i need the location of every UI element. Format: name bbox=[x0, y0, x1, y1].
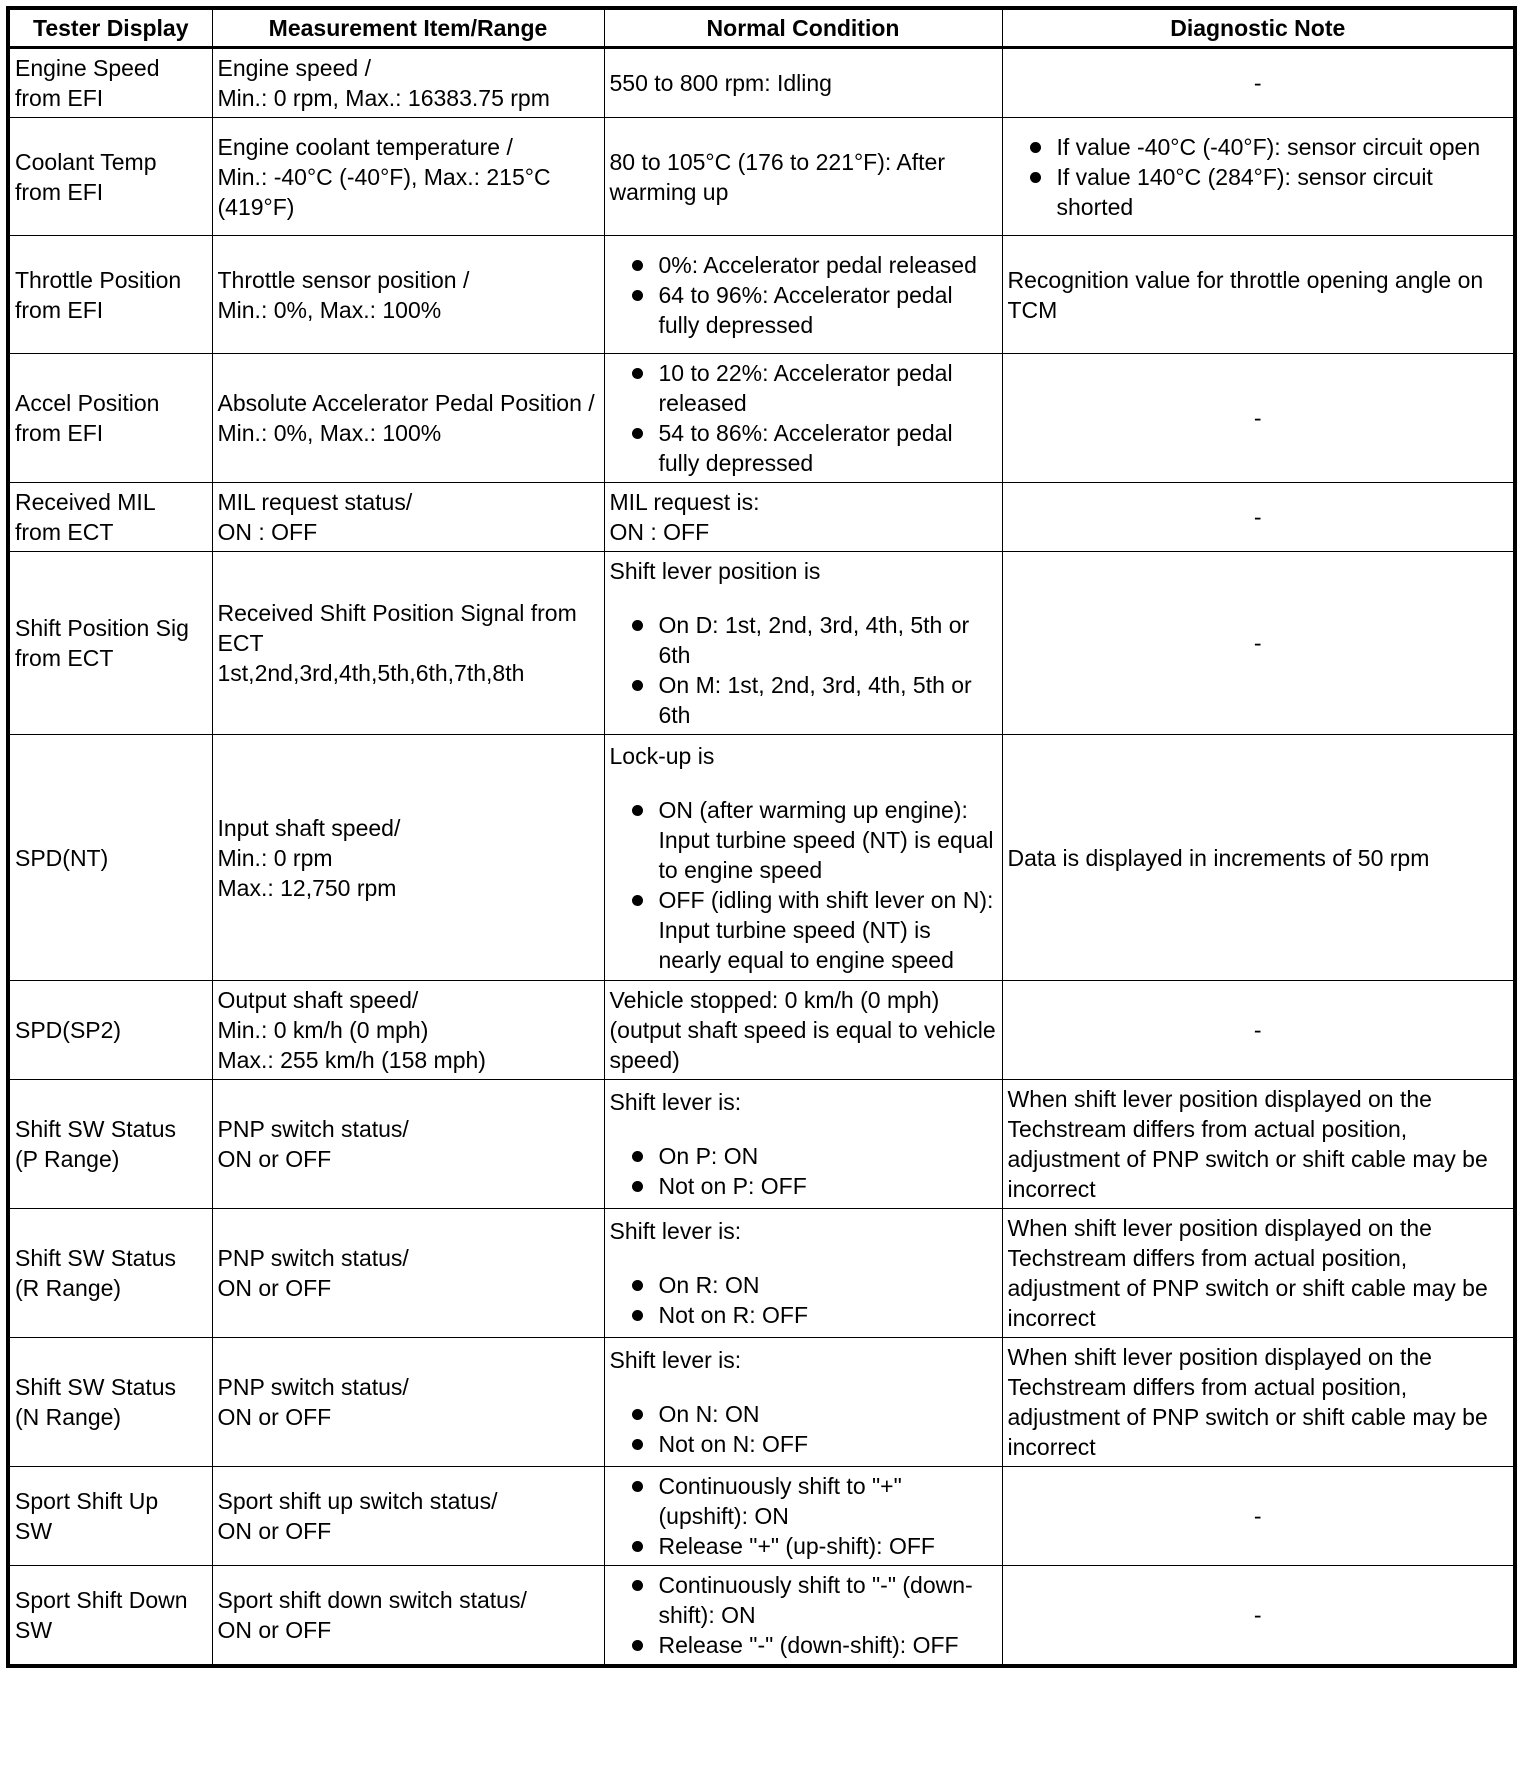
spacer bbox=[610, 1246, 997, 1270]
cell-normal-condition bbox=[604, 48, 1002, 118]
normal-condition-line: 80 to 105°C (176 to 221°F): After warming up bbox=[609, 148, 945, 205]
tester-display-line: from ECT bbox=[15, 645, 114, 671]
measurement-line: Min.: 0%, Max.: 100% bbox=[217, 420, 442, 446]
cell-normal-condition bbox=[604, 1209, 1002, 1338]
normal-condition-line: Vehicle stopped: 0 km/h (0 mph) (output shaft speed is equal to vehicle speed) bbox=[609, 987, 996, 1073]
table-row bbox=[8, 981, 1515, 1080]
tester-display-line: Sport Shift Down bbox=[15, 1587, 188, 1613]
cell-tester-display bbox=[8, 118, 212, 236]
measurement-line: 1st,2nd,3rd,4th,5th,6th,7th,8th bbox=[217, 660, 525, 686]
tester-display-line: SW bbox=[15, 1518, 53, 1544]
cell-diagnostic-note bbox=[1002, 1080, 1515, 1209]
measurement-line: ON : OFF bbox=[217, 519, 318, 545]
cell-normal-condition bbox=[604, 1080, 1002, 1209]
cell-diagnostic-note bbox=[1002, 1209, 1515, 1338]
cell-tester-display bbox=[8, 1209, 212, 1338]
cell-measurement-item bbox=[212, 236, 604, 354]
cell-normal-condition bbox=[604, 118, 1002, 236]
tester-display-line: (R Range) bbox=[15, 1275, 122, 1301]
tester-display-line: from EFI bbox=[15, 178, 104, 205]
cell-diagnostic-note bbox=[1002, 48, 1515, 118]
diagnostic-note-line: Data is displayed in increments of 50 rpm bbox=[1007, 844, 1430, 871]
normal-condition-list bbox=[610, 1141, 997, 1201]
spacer bbox=[610, 1375, 997, 1399]
table-row bbox=[8, 552, 1515, 735]
normal-condition-line: 550 to 800 rpm: Idling bbox=[609, 70, 832, 96]
no-note-dash: - bbox=[1253, 1017, 1262, 1043]
normal-condition-intro: Shift lever position is bbox=[609, 558, 821, 584]
cell-tester-display bbox=[8, 1467, 212, 1566]
list-item: OFF (idling with shift lever on N): Input turbine speed (NT) is nearly equal to engine speed bbox=[610, 885, 997, 975]
measurement-line: PNP switch status/ bbox=[217, 1374, 409, 1400]
normal-condition-list bbox=[610, 1270, 997, 1330]
cell-measurement-item bbox=[212, 1209, 604, 1338]
measurement-line: Input shaft speed/ bbox=[217, 814, 401, 841]
diagnostic-note-line: When shift lever position displayed on the Techstream differs from actual position, adjustment of PNP switch or shift cable may be incorrect bbox=[1007, 1086, 1488, 1202]
no-note-dash: - bbox=[1253, 1503, 1262, 1529]
cell-measurement-item bbox=[212, 1338, 604, 1467]
diagnostic-note-line: When shift lever position displayed on the Techstream differs from actual position, adjustment of PNP switch or shift cable may be incorrect bbox=[1007, 1344, 1488, 1460]
tester-display-line: SW bbox=[15, 1617, 53, 1643]
cell-tester-display bbox=[8, 552, 212, 735]
tester-display-line: SPD(SP2) bbox=[15, 1017, 122, 1043]
tester-display-line: Engine Speed bbox=[15, 55, 160, 81]
tester-display-line: SPD(NT) bbox=[15, 844, 109, 871]
cell-measurement-item bbox=[212, 981, 604, 1080]
measurement-line: Absolute Accelerator Pedal Position / bbox=[217, 390, 595, 416]
normal-condition-intro: Lock-up is bbox=[609, 742, 715, 769]
list-item: On M: 1st, 2nd, 3rd, 4th, 5th or 6th bbox=[610, 670, 997, 730]
cell-diagnostic-note bbox=[1002, 483, 1515, 552]
normal-condition-list bbox=[610, 1570, 997, 1660]
cell-diagnostic-note bbox=[1002, 552, 1515, 735]
measurement-line: ON or OFF bbox=[217, 1617, 332, 1643]
no-note-dash: - bbox=[1253, 1602, 1262, 1628]
diagnostic-note-list bbox=[1008, 132, 1509, 222]
table-row bbox=[8, 735, 1515, 981]
list-item: 10 to 22%: Accelerator pedal released bbox=[610, 358, 997, 418]
cell-tester-display bbox=[8, 981, 212, 1080]
cell-measurement-item bbox=[212, 483, 604, 552]
list-item: 54 to 86%: Accelerator pedal fully depressed bbox=[610, 418, 997, 478]
cell-normal-condition bbox=[604, 483, 1002, 552]
measurement-line: ON or OFF bbox=[217, 1275, 332, 1301]
cell-measurement-item bbox=[212, 1566, 604, 1667]
cell-tester-display bbox=[8, 236, 212, 354]
list-item: ON (after warming up engine): Input turbine speed (NT) is equal to engine speed bbox=[610, 795, 997, 885]
list-item: On R: ON bbox=[610, 1270, 997, 1300]
cell-normal-condition bbox=[604, 735, 1002, 981]
table-row bbox=[8, 236, 1515, 354]
cell-normal-condition bbox=[604, 1467, 1002, 1566]
table-row bbox=[8, 1566, 1515, 1667]
table-row bbox=[8, 354, 1515, 483]
no-note-dash: - bbox=[1253, 405, 1262, 431]
cell-normal-condition bbox=[604, 1338, 1002, 1467]
list-item: Not on R: OFF bbox=[610, 1300, 997, 1330]
measurement-line: MIL request status/ bbox=[217, 489, 413, 515]
measurement-line: PNP switch status/ bbox=[217, 1116, 409, 1142]
tester-display-line: (P Range) bbox=[15, 1146, 120, 1172]
measurement-line: ON or OFF bbox=[217, 1518, 332, 1544]
measurement-line: ON or OFF bbox=[217, 1404, 332, 1430]
list-item: On D: 1st, 2nd, 3rd, 4th, 5th or 6th bbox=[610, 610, 997, 670]
no-note-dash: - bbox=[1253, 504, 1262, 530]
measurement-line: Min.: -40°C (-40°F), Max.: 215°C (419°F) bbox=[217, 163, 551, 220]
cell-tester-display bbox=[8, 1566, 212, 1667]
no-note-dash: - bbox=[1253, 70, 1262, 96]
cell-normal-condition bbox=[604, 1566, 1002, 1667]
tester-display-line: (N Range) bbox=[15, 1404, 122, 1430]
normal-condition-list bbox=[610, 1471, 997, 1561]
spacer bbox=[610, 1117, 997, 1141]
measurement-line: Sport shift up switch status/ bbox=[217, 1488, 498, 1514]
measurement-line: Max.: 255 km/h (158 mph) bbox=[217, 1047, 486, 1073]
list-item: On P: ON bbox=[610, 1141, 997, 1171]
tester-display-line: Shift Position Sig bbox=[15, 615, 189, 641]
table-row bbox=[8, 118, 1515, 236]
measurement-line: Sport shift down switch status/ bbox=[217, 1587, 527, 1613]
normal-condition-list bbox=[610, 610, 997, 730]
header-row bbox=[8, 8, 1515, 48]
normal-condition-line: MIL request is: bbox=[609, 489, 760, 515]
measurement-line: Min.: 0 rpm, Max.: 16383.75 rpm bbox=[217, 85, 550, 111]
list-item: Continuously shift to "-" (down-shift): ON bbox=[610, 1570, 997, 1630]
cell-measurement-item bbox=[212, 552, 604, 735]
normal-condition-intro: Shift lever is: bbox=[609, 1089, 742, 1115]
cell-diagnostic-note bbox=[1002, 735, 1515, 981]
normal-condition-list bbox=[610, 1399, 997, 1459]
data-list-table bbox=[6, 6, 1517, 1668]
list-item: Continuously shift to "+" (upshift): ON bbox=[610, 1471, 997, 1531]
data-list-table-wrapper bbox=[6, 6, 1517, 1668]
normal-condition-intro: Shift lever is: bbox=[609, 1218, 742, 1244]
table-row bbox=[8, 1467, 1515, 1566]
cell-measurement-item bbox=[212, 118, 604, 236]
tester-display-line: Shift SW Status bbox=[15, 1116, 177, 1142]
list-item: Release "-" (down-shift): OFF bbox=[610, 1630, 997, 1660]
measurement-line: Min.: 0%, Max.: 100% bbox=[217, 296, 442, 323]
spacer bbox=[610, 586, 997, 610]
normal-condition-line: ON : OFF bbox=[609, 519, 710, 545]
header-diagnostic-note: Diagnostic Note bbox=[1002, 8, 1515, 48]
tester-display-line: Shift SW Status bbox=[15, 1374, 177, 1400]
measurement-line: Max.: 12,750 rpm bbox=[217, 874, 397, 901]
header-tester-display: Tester Display bbox=[8, 8, 212, 48]
cell-tester-display bbox=[8, 354, 212, 483]
cell-diagnostic-note bbox=[1002, 118, 1515, 236]
cell-normal-condition bbox=[604, 981, 1002, 1080]
cell-normal-condition bbox=[604, 236, 1002, 354]
list-item: Release "+" (up-shift): OFF bbox=[610, 1531, 997, 1561]
tester-display-line: Received MIL bbox=[15, 489, 156, 515]
cell-tester-display bbox=[8, 735, 212, 981]
cell-measurement-item bbox=[212, 48, 604, 118]
header-measurement-item: Measurement Item/Range bbox=[212, 8, 604, 48]
cell-diagnostic-note bbox=[1002, 1467, 1515, 1566]
tester-display-line: Throttle Position bbox=[15, 266, 182, 293]
cell-measurement-item bbox=[212, 354, 604, 483]
cell-measurement-item bbox=[212, 735, 604, 981]
measurement-line: Min.: 0 km/h (0 mph) bbox=[217, 1017, 429, 1043]
list-item: 64 to 96%: Accelerator pedal fully depressed bbox=[610, 280, 997, 340]
no-note-dash: - bbox=[1253, 630, 1262, 656]
diagnostic-note-line: When shift lever position displayed on the Techstream differs from actual position, adjustment of PNP switch or shift cable may be incorrect bbox=[1007, 1215, 1488, 1331]
cell-tester-display bbox=[8, 483, 212, 552]
list-item: 0%: Accelerator pedal released bbox=[610, 250, 997, 280]
cell-tester-display bbox=[8, 48, 212, 118]
normal-condition-intro: Shift lever is: bbox=[609, 1347, 742, 1373]
cell-diagnostic-note bbox=[1002, 1566, 1515, 1667]
tester-display-line: from ECT bbox=[15, 519, 114, 545]
measurement-line: PNP switch status/ bbox=[217, 1245, 409, 1271]
header-normal-condition: Normal Condition bbox=[604, 8, 1002, 48]
table-row bbox=[8, 1209, 1515, 1338]
normal-condition-list bbox=[610, 250, 997, 340]
tester-display-line: Accel Position bbox=[15, 390, 160, 416]
measurement-line: Engine speed / bbox=[217, 55, 371, 81]
tester-display-line: Coolant Temp bbox=[15, 148, 157, 175]
measurement-line: Output shaft speed/ bbox=[217, 987, 419, 1013]
tester-display-line: Shift SW Status bbox=[15, 1245, 177, 1271]
tester-display-line: from EFI bbox=[15, 296, 104, 323]
cell-diagnostic-note bbox=[1002, 236, 1515, 354]
tester-display-line: from EFI bbox=[15, 420, 104, 446]
table-row bbox=[8, 1080, 1515, 1209]
measurement-line: ON or OFF bbox=[217, 1146, 332, 1172]
cell-tester-display bbox=[8, 1080, 212, 1209]
spacer bbox=[610, 771, 997, 795]
diagnostic-note-line: Recognition value for throttle opening angle on TCM bbox=[1007, 266, 1484, 323]
cell-diagnostic-note bbox=[1002, 1338, 1515, 1467]
list-item: If value -40°C (-40°F): sensor circuit open bbox=[1008, 132, 1509, 162]
cell-diagnostic-note bbox=[1002, 981, 1515, 1080]
tester-display-line: Sport Shift Up bbox=[15, 1488, 159, 1514]
cell-tester-display bbox=[8, 1338, 212, 1467]
measurement-line: Engine coolant temperature / bbox=[217, 133, 513, 160]
list-item: If value 140°C (284°F): sensor circuit shorted bbox=[1008, 162, 1509, 222]
table-body bbox=[8, 48, 1515, 1667]
list-item: Not on N: OFF bbox=[610, 1429, 997, 1459]
cell-normal-condition bbox=[604, 552, 1002, 735]
normal-condition-list bbox=[610, 358, 997, 478]
measurement-line: Min.: 0 rpm bbox=[217, 844, 333, 871]
list-item: Not on P: OFF bbox=[610, 1171, 997, 1201]
tester-display-line: from EFI bbox=[15, 85, 104, 111]
cell-diagnostic-note bbox=[1002, 354, 1515, 483]
normal-condition-list bbox=[610, 795, 997, 975]
table-row bbox=[8, 1338, 1515, 1467]
measurement-line: Received Shift Position Signal from ECT bbox=[217, 600, 577, 656]
list-item: On N: ON bbox=[610, 1399, 997, 1429]
cell-measurement-item bbox=[212, 1080, 604, 1209]
cell-normal-condition bbox=[604, 354, 1002, 483]
table-row bbox=[8, 483, 1515, 552]
cell-measurement-item bbox=[212, 1467, 604, 1566]
measurement-line: Throttle sensor position / bbox=[217, 266, 470, 293]
table-row bbox=[8, 48, 1515, 118]
